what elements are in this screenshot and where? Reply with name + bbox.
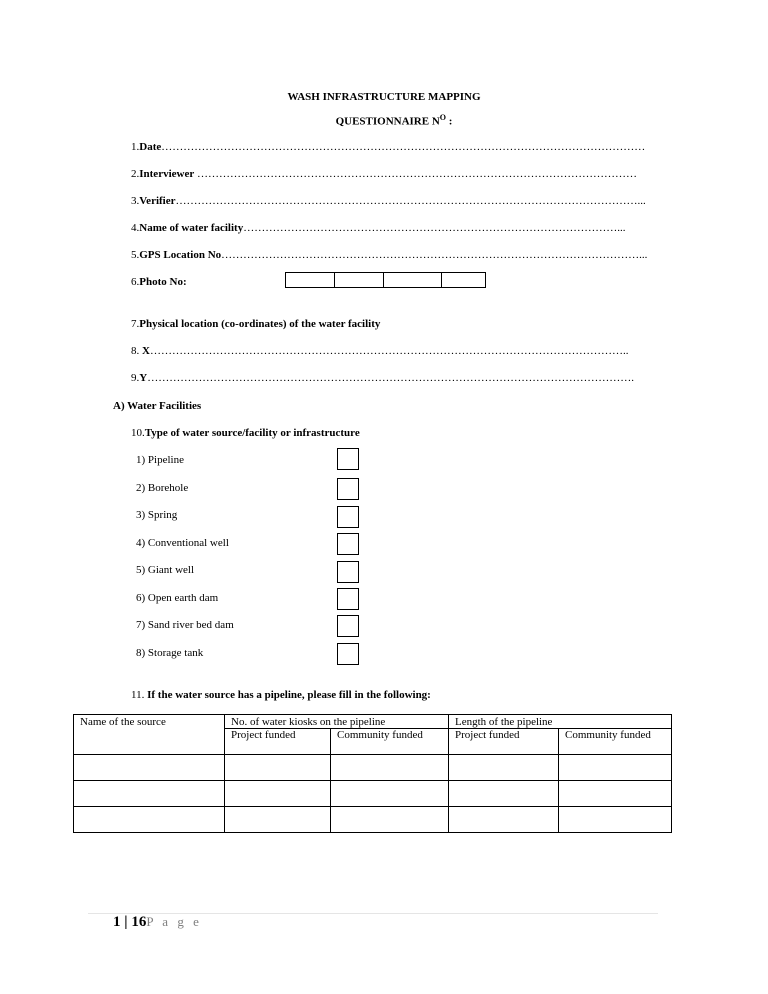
table-cell[interactable] [449,807,559,833]
option-open-earth-dam: 6) Open earth dam [136,592,219,604]
table-cell[interactable] [449,781,559,807]
field-x-coordinate[interactable]: 8. X………………………………………………………………………………………………………………….. [131,345,629,357]
photo-box[interactable] [442,273,486,288]
page-title: WASH INFRASTRUCTURE MAPPING [287,91,481,103]
table-row [74,755,672,781]
header-kiosks: No. of water kiosks on the pipeline [225,715,449,729]
table-row [74,807,672,833]
checkbox-pipeline[interactable] [337,448,359,470]
header-kiosks-project: Project funded [225,729,331,755]
header-length-community: Community funded [559,729,672,755]
section-water-facilities: A) Water Facilities [113,400,202,412]
field-interviewer[interactable]: 2.Interviewer ………………………………………………………………………………………………………… [131,168,637,180]
checkbox-spring[interactable] [337,506,359,528]
table-cell[interactable] [331,807,449,833]
checkbox-sand-river-bed-dam[interactable] [337,615,359,637]
header-source-cont [74,729,225,755]
header-length-project: Project funded [449,729,559,755]
table-row [74,781,672,807]
header-length: Length of the pipeline [449,715,672,729]
table-cell[interactable] [331,755,449,781]
field-y-coordinate[interactable]: 9.Y……………………………………………………………………………………………………………………. [131,372,634,384]
header-kiosks-community: Community funded [331,729,449,755]
table-cell[interactable] [331,781,449,807]
table-cell[interactable] [559,781,672,807]
option-conventional-well: 4) Conventional well [136,537,229,549]
table-cell[interactable] [225,781,331,807]
table-cell[interactable] [559,755,672,781]
field-verifier[interactable]: 3.Verifier………………………………………………………………………………………………………………... [131,195,646,207]
checkbox-storage-tank[interactable] [337,643,359,665]
option-borehole: 2) Borehole [136,482,189,494]
option-pipeline: 1) Pipeline [136,454,184,466]
question-10: 10.Type of water source/facility or infrastructure [131,427,360,439]
table-cell[interactable] [74,781,225,807]
checkbox-borehole[interactable] [337,478,359,500]
field-gps-location[interactable]: 5.GPS Location No……………………………………………………………………………………………………... [131,249,648,261]
option-sand-river-bed-dam: 7) Sand river bed dam [136,619,234,631]
checkbox-open-earth-dam[interactable] [337,588,359,610]
table-cell[interactable] [74,755,225,781]
photo-box[interactable] [335,273,384,288]
page-number: 1 | 16P a g e [113,914,202,930]
header-source: Name of the source [74,715,225,729]
photo-box[interactable] [286,273,335,288]
table-cell[interactable] [225,755,331,781]
field-photo-no-label: 6.Photo No: [131,276,187,288]
field-date[interactable]: 1.Date…………………………………………………………………………………………………………………… [131,141,646,153]
table-cell[interactable] [449,755,559,781]
field-water-facility-name[interactable]: 4.Name of water facility…………………………………………………………………………………………... [131,222,626,234]
table-cell[interactable] [74,807,225,833]
option-spring: 3) Spring [136,509,178,521]
question-11: 11. If the water source has a pipeline, please fill in the following: [131,689,431,701]
questionnaire-number: QUESTIONNAIRE $N^O$ : [335,113,453,128]
checkbox-conventional-well[interactable] [337,533,359,555]
option-storage-tank: 8) Storage tank [136,647,204,659]
checkbox-giant-well[interactable] [337,561,359,583]
photo-box[interactable] [384,273,442,288]
field-physical-location: 7.Physical location (co-ordinates) of the water facility [131,318,381,330]
table-cell[interactable] [225,807,331,833]
pipeline-table [73,714,672,833]
table-cell[interactable] [559,807,672,833]
option-giant-well: 5) Giant well [136,564,195,576]
photo-no-boxes [285,272,486,288]
